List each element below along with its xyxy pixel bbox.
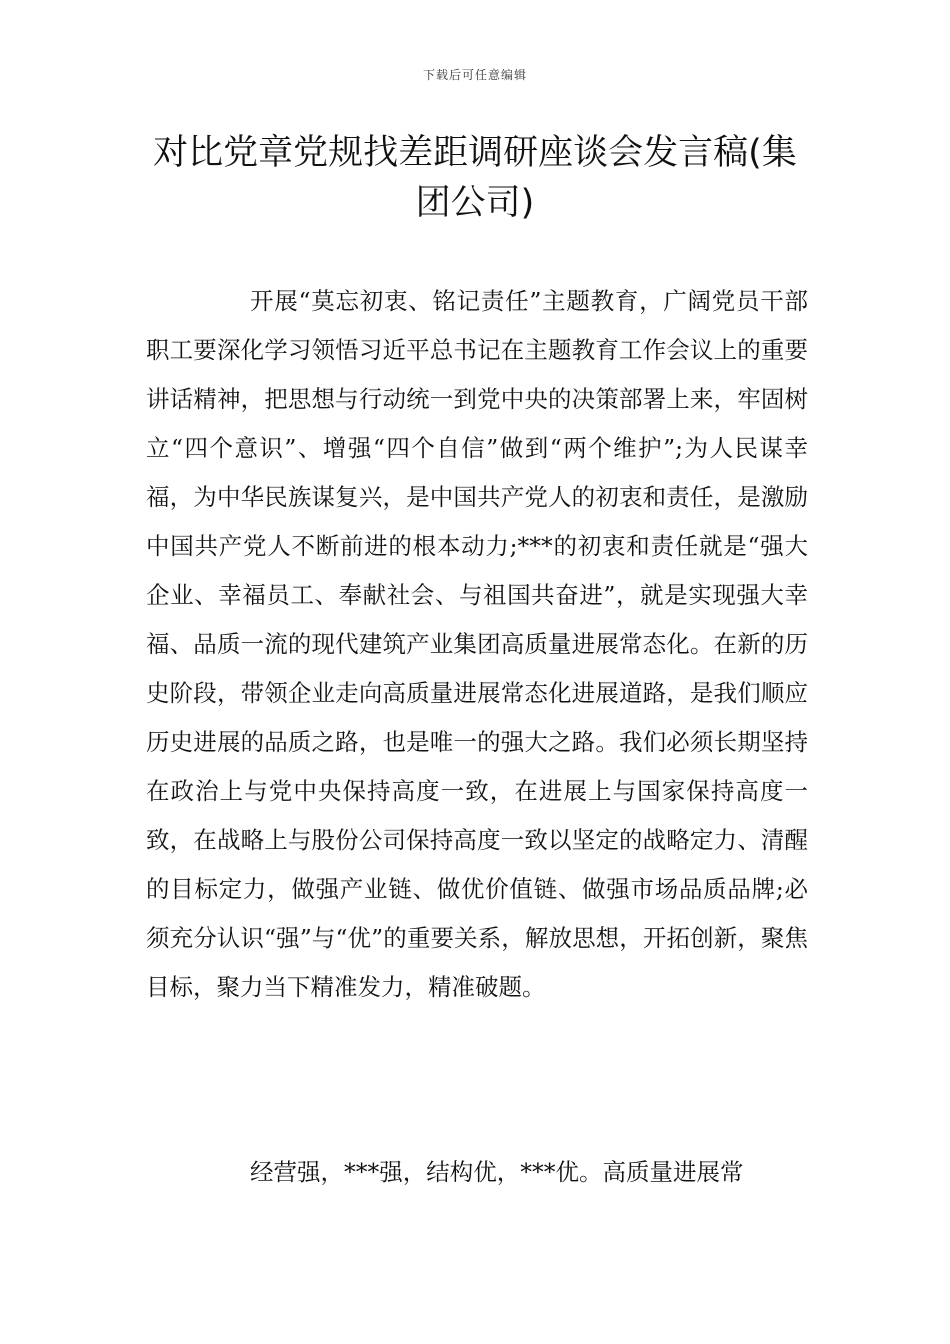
document-title: 对比党章党规找差距调研座谈会发言稿(集团公司) <box>153 133 797 223</box>
body-paragraph-1: 开展“莫忘初衷、铭记责任”主题教育，广阔党员干部职工要深化学习领悟习近平总书记在主题教育工作会议上的重要讲话精神，把思想与行动统一到党中央的决策部署上来，牢固树立“四个意识”、增强“四个自信”做到“两个维护”;为人民谋幸福，为中华民族谋复兴，是中国共产党人的初衷和责任，是激励中国共产党人不断前进的根本动力;***的初衷和责任就是“强大企业、幸福员工、奉献社会、与祖国共奋进”，就是实现强大幸福、品质一流的现代建筑产业集团高质量进展常态化。在新的历史阶段，带领企业走向高质量进展常态化进展道路，是我们顺应历史进展的品质之路，也是唯一的强大之路。我们必须长期坚持在政治上与党中央保持高度一致，在进展上与国家保持高度一致，在战略上与股份公司保持高度一致以坚定的战略定力、清醒的目标定力，做强产业链、做优价值链、做强市场品质品牌;必须充分认识“强”与“优”的重要关系，解放思想，开拓创新，聚焦目标，聚力当下精准发力，精准破题。 <box>146 287 808 1001</box>
body-paragraph-2: 经营强，***强，结构优，***优。高质量进展常 <box>250 1158 744 1186</box>
header-note: 下载后可任意编辑 <box>422 68 527 82</box>
